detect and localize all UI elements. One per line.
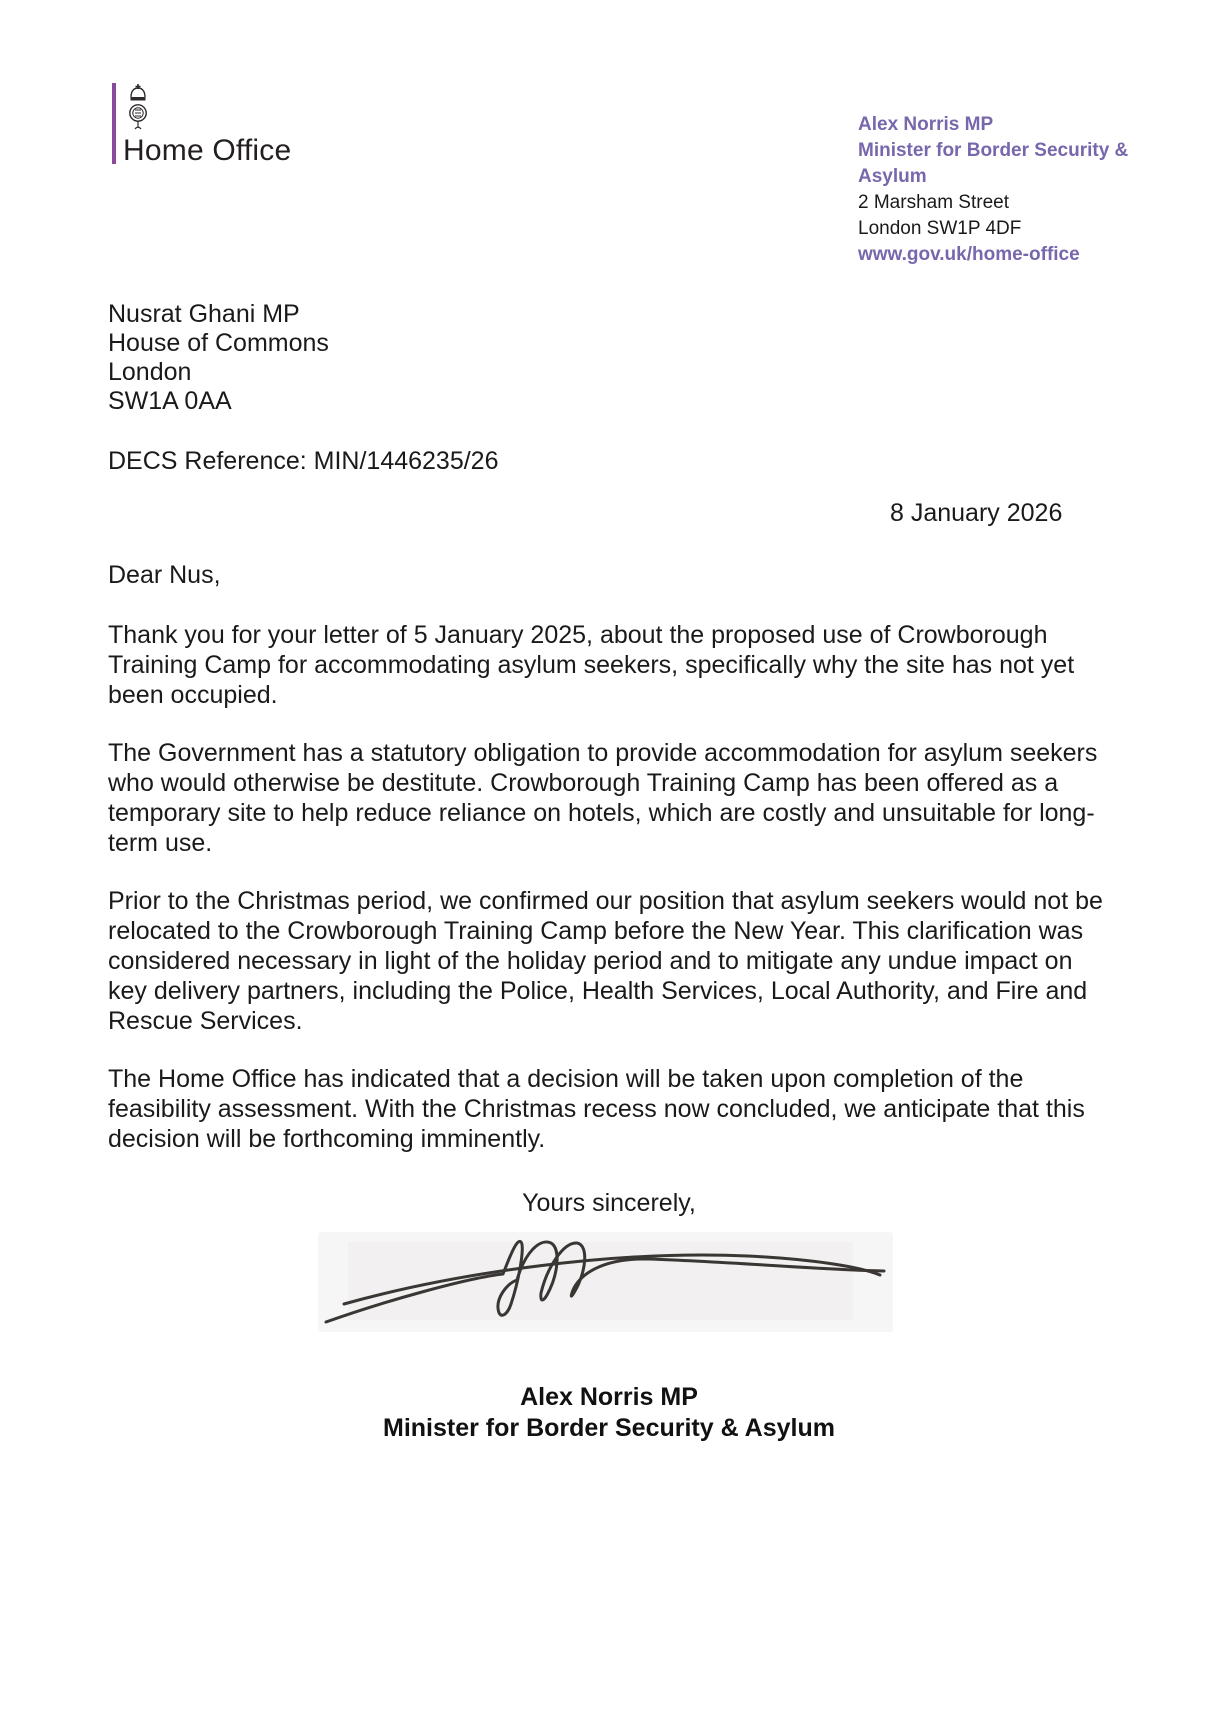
recipient-address-line: House of Commons <box>108 329 329 357</box>
recipient-name: Nusrat Ghani MP <box>108 300 300 328</box>
royal-crest-icon <box>127 83 149 136</box>
sender-address-line1: 2 Marsham Street <box>858 192 1009 213</box>
recipient-address-block <box>108 300 329 416</box>
signatory-name: Alex Norris MP <box>520 1383 698 1411</box>
paragraph: The Home Office has indicated that a decision will be taken upon completion of the feasibility assessment. With the Christmas recess now concluded, we anticipate that this decision will be forthcoming imminently. <box>108 1065 1085 1153</box>
handwritten-signature <box>318 1230 893 1338</box>
date-line: 8 January 2026 <box>890 499 1063 527</box>
sender-name: Alex Norris MP <box>858 114 994 135</box>
paragraph: The Government has a statutory obligation to provide accommodation for asylum seekers who would otherwise be destitute. Crowborough Training Camp has been offered as a temporary site to help reduce reliance on hotels, which are costly and unsuitable for long-term use. <box>108 739 1098 857</box>
signature-block <box>0 1382 1218 1444</box>
salutation: Dear Nus, <box>108 561 221 589</box>
paragraph: Prior to the Christmas period, we confirmed our position that asylum seekers would not be relocated to the Crowborough Training Camp before the New Year. This clarification was considered necessary in light of the holiday period and to mitigate any undue impact on key delivery partners, including the Police, Health Services, Local Authority, and Fire and Rescue Services. <box>108 887 1103 1035</box>
home-office-logo <box>112 83 302 168</box>
sender-website-link: www.gov.uk/home-office <box>858 244 1080 265</box>
sender-address-line2: London SW1P 4DF <box>858 218 1022 239</box>
sender-block <box>858 112 1142 268</box>
reference-line: DECS Reference: MIN/1446235/26 <box>108 447 499 475</box>
recipient-postcode: SW1A 0AA <box>108 387 232 415</box>
signatory-title: Minister for Border Security & Asylum <box>383 1414 835 1442</box>
paragraph: Thank you for your letter of 5 January 2025, about the proposed use of Crowborough Training Camp for accommodating asylum seekers, specifically why the site has not yet been occupied. <box>108 621 1075 709</box>
letter-body <box>108 620 1108 1182</box>
valediction: Yours sincerely, <box>522 1189 696 1217</box>
logo-wordmark: Home Office <box>123 134 292 167</box>
recipient-address-line: London <box>108 358 192 386</box>
logo-purple-bar <box>112 83 116 164</box>
sender-title: Minister for Border Security & Asylum <box>858 140 1129 187</box>
